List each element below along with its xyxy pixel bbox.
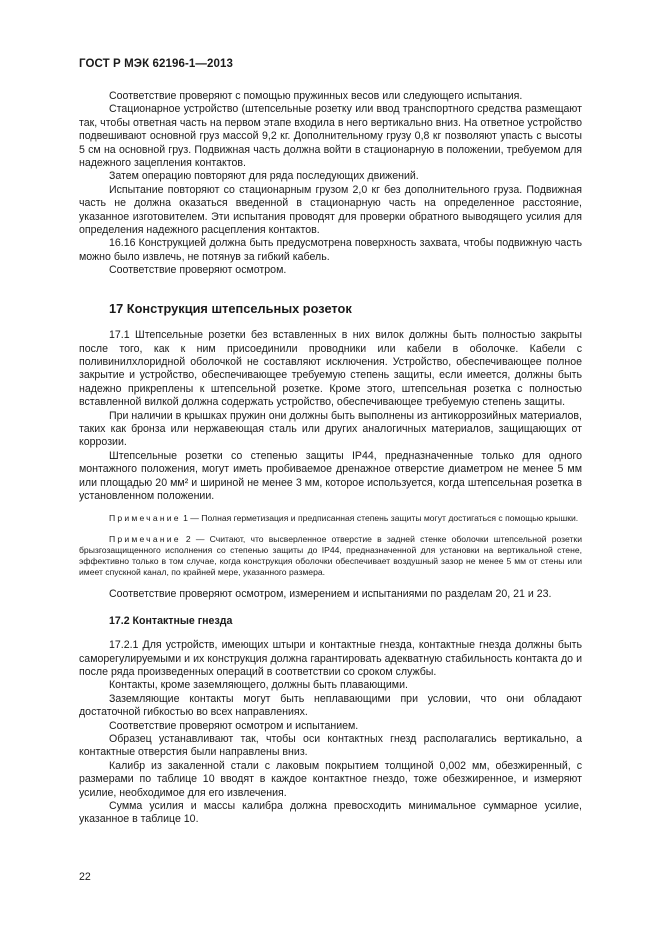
paragraph: Соответствие проверяют осмотром, измерением и испытаниями по разделам 20, 21 и 23. xyxy=(109,588,552,601)
paragraph: Штепсельные розетки со степенью защиты IP44, предназначенные только для одного монтажного положения, могут иметь пробиваемое дренажное отверстие диаметром не менее 5 мм или площадью 20 мм² и шириной не менее 3 мм, которое используется, когда штепсельная розетка в установленном положении. xyxy=(79,449,582,502)
paragraph: 17.1 Штепсельные розетки без вставленных в них вилок должны быть полностью закрыты после того, как к ним присоединили проводники или кабели в оболочке. Кабели с поливинилхлоридной оболочкой не составляют исключения. Устройство, обеспечивающее полное закрытие и устройство, обеспечивающее требуемую степень защиты, если имеется, должны быть надежно прикреплены к штепсельной розетке. Кроме этого, штепсельная розетка с полностью вставленной вилкой должна содержать устройство, обеспечивающее требуемую степень защиты. xyxy=(79,329,582,409)
paragraph: Стационарное устройство (штепсельные розетку или ввод транспортного средства размещают так, чтобы ответная часть на первом этапе входила в него вертикально вниз. На ответное устройство подвешивают основной груз массой 9,2 кг. Дополнительному грузу 0,8 кг позволяют упасть с высоты 5 см на основной груз. Подвижная часть должна войти в стационарную в положении, требуемом для надежного зацепления контактов. xyxy=(79,103,582,170)
subsection-17-2-title: 17.2 Контактные гнезда xyxy=(109,614,233,627)
paragraph: Соответствие проверяют с помощью пружинных весов или следующего испытания. xyxy=(109,90,523,102)
document-body xyxy=(79,90,582,827)
paragraph: Заземляющие контакты могут быть неплавающими при условии, что они обладают достаточной гибкостью во всех направлениях. xyxy=(79,692,582,719)
paragraph: 17.2.1 Для устройств, имеющих штыри и контактные гнезда, контактные гнезда должны быть саморегулируемыми и их конструкция должна гарантировать адекватную стабильность контакта до и после ряда произведенных операций в соответствии со сроком службы. xyxy=(79,639,582,678)
section-17-title: 17 Конструкция штепсельных розеток xyxy=(109,300,352,316)
paragraph: Соответствие проверяют осмотром и испытанием. xyxy=(109,719,359,732)
paragraph: 16.16 Конструкцией должна быть предусмотрена поверхность захвата, чтобы подвижную часть можно было извлечь, не потянув за гибкий кабель. xyxy=(79,237,582,263)
note-2 xyxy=(79,534,582,578)
paragraph: Сумма усилия и массы калибра должна превосходить минимальное суммарное усилие, указанное в таблице 10. xyxy=(79,800,582,826)
note-text: 2 — Считают, что высверленное отверстие в задней стенке оболочки штепсельной розетки брызгозащищенного исполнения со степенью защиты до IP44, предназначенной для установки на вертикальной стене, эффективно только в том случае, когда конструкция оболочки обеспечивает воздушный зазор не менее 5 мм от стены или имеет спускной канал, по крайней мере, указанного размера. xyxy=(79,534,582,578)
paragraph: Затем операцию повторяют для ряда последующих движений. xyxy=(109,170,419,183)
paragraph: При наличии в крышках пружин они должны быть выполнены из антикоррозийных материалов, таких как бронза или нержавеющая сталь или других аналогичных материалов, защищающих от коррозии. xyxy=(79,409,582,449)
note-1 xyxy=(79,513,582,524)
paragraph: Образец устанавливают так, чтобы оси контактных гнезд располагались вертикально, а контактные отверстия были направлены вниз. xyxy=(79,733,582,759)
paragraph: Контакты, кроме заземляющего, должны быть плавающими. xyxy=(109,679,408,692)
page-header-standard-code: ГОСТ Р МЭК 62196-1—2013 xyxy=(79,58,233,70)
paragraph: Калибр из закаленной стали с лаковым покрытием толщиной 0,002 мм, обезжиренный, с размерами по таблице 10 вводят в каждое контактное гнездо, тоже обезжиренное, и измеряют усилие, необходимое для его извлечения. xyxy=(79,759,582,799)
page-number: 22 xyxy=(79,871,91,883)
note-label: Примечание xyxy=(109,513,181,524)
note-label: Примечание xyxy=(109,534,181,545)
paragraph: Соответствие проверяют осмотром. xyxy=(109,264,287,277)
paragraph: Испытание повторяют со стационарным грузом 2,0 кг без дополнительного груза. Подвижная часть не должна оказаться введенной в стационарную часть на определенное расстояние, указанное изготовителем. Эти испытания проводят для проверки обратного выводящего усилия для определения надежного расцепления контактов. xyxy=(79,183,582,237)
note-text: 1 — Полная герметизация и предписанная степень защиты могут достигаться с помощью крышки. xyxy=(180,513,579,524)
